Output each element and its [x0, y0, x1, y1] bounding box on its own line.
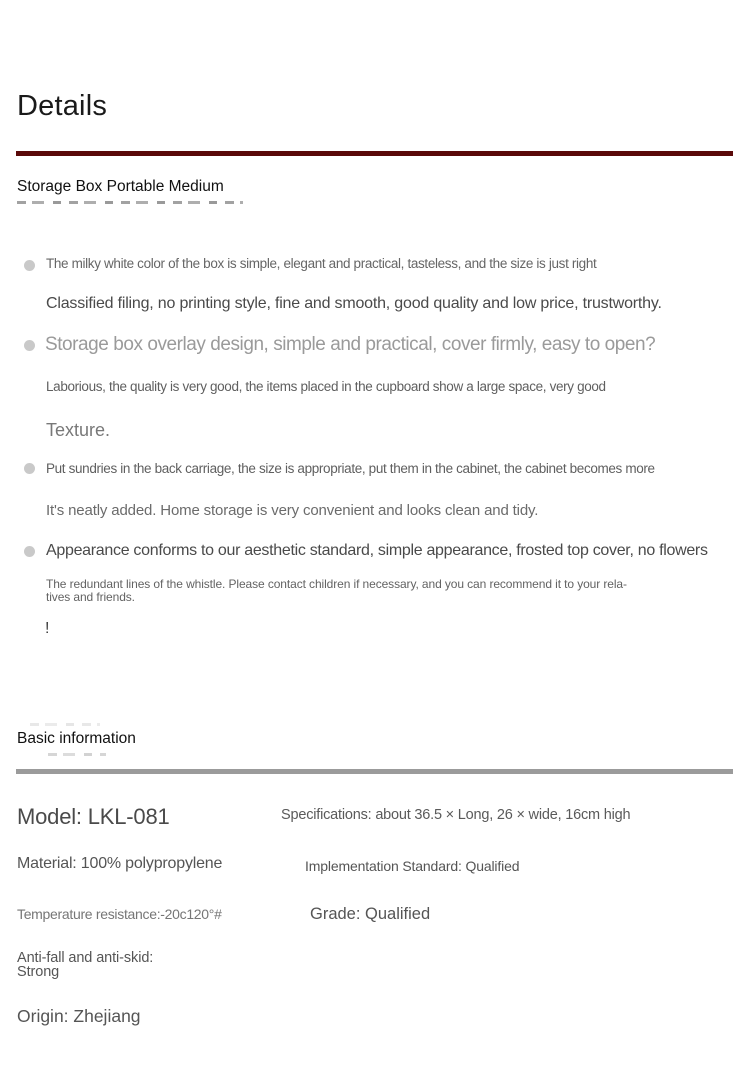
spec-specifications: Specifications: about 36.5 × Long, 26 × wide, 16cm high — [281, 807, 631, 823]
clipped-text-artifact — [17, 201, 243, 204]
bullet-dot-icon — [24, 546, 35, 557]
spec-anti-fall-label: Anti-fall and anti-skid: — [17, 950, 154, 966]
basic-info-divider — [16, 769, 733, 774]
feature-line: Texture. — [46, 420, 111, 440]
details-section-title: Details — [17, 90, 108, 122]
bullet-dot-icon — [24, 463, 35, 474]
spec-implementation-standard: Implementation Standard: Qualified — [305, 858, 520, 874]
feature-line: Laborious, the quality is very good, the items placed in the cupboard show a large space, very good — [46, 379, 606, 394]
exclamation-text: ! — [45, 620, 50, 637]
clipped-text-artifact — [30, 723, 100, 726]
spec-anti-fall-value: Strong — [17, 963, 60, 980]
spec-origin: Origin: Zhejiang — [17, 1006, 141, 1026]
bullet-dot-icon — [24, 340, 35, 351]
basic-info-section-title: Basic information — [17, 730, 136, 747]
feature-line: The milky white color of the box is simple, elegant and practical, tasteless, and the size is just right — [46, 256, 597, 271]
feature-line: Appearance conforms to our aesthetic standard, simple appearance, frosted top cover, no flowers — [46, 542, 708, 559]
spec-material: Material: 100% polypropylene — [17, 855, 223, 872]
feature-line: It's neatly added. Home storage is very convenient and looks clean and tidy. — [46, 502, 539, 519]
feature-line: Storage box overlay design, simple and practical, cover firmly, easy to open? — [45, 334, 656, 355]
feature-note-line: tives and friends. — [46, 590, 135, 604]
feature-line: Put sundries in the back carriage, the size is appropriate, put them in the cabinet, the cabinet becomes more — [46, 461, 655, 476]
feature-line: Classified filing, no printing style, fine and smooth, good quality and low price, trustworthy. — [46, 295, 662, 312]
feature-note-line: The redundant lines of the whistle. Please contact children if necessary, and you can recommend it to your rela- — [46, 577, 627, 591]
bullet-dot-icon — [24, 260, 35, 271]
spec-temperature-resistance: Temperature resistance:-20c120°# — [17, 906, 222, 922]
spec-model: Model: LKL-081 — [17, 804, 170, 829]
product-title: Storage Box Portable Medium — [17, 178, 224, 195]
spec-grade: Grade: Qualified — [310, 905, 431, 923]
spec-anti-fall — [17, 952, 153, 979]
details-divider — [16, 151, 733, 156]
clipped-text-artifact — [48, 753, 106, 756]
